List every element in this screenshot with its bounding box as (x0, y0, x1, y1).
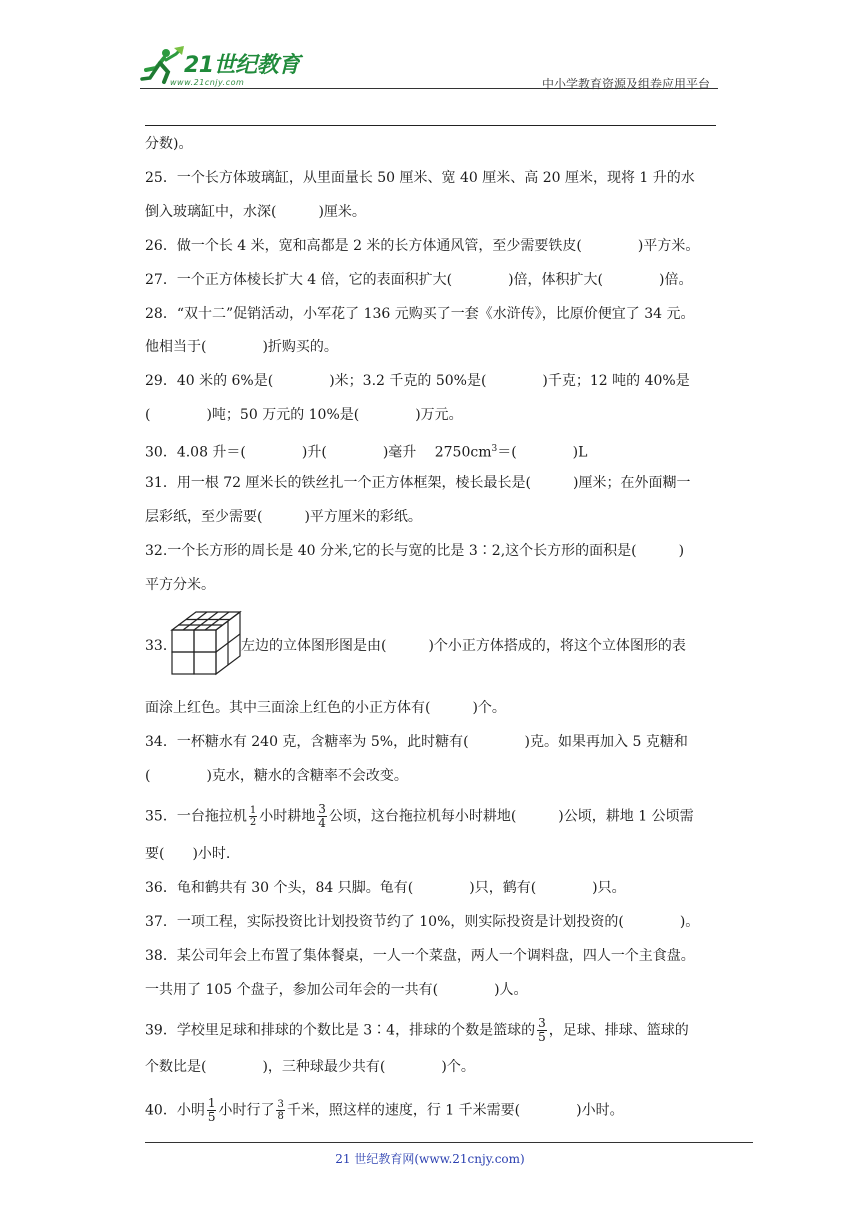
question-36: 36．龟和鹤共有 30 个头，84 只脚。龟有( )只，鹤有( )只。 (145, 880, 626, 896)
question-25-line-1: 25．一个长方体玻璃缸，从里面量长 50 厘米、宽 40 厘米、高 20 厘米，现将 1 升的水 (145, 170, 695, 186)
question-33-number: 33． (145, 638, 177, 654)
fraction-numerator: 1 (249, 805, 257, 816)
platform-label: 中小学教育资源及组卷应用平台 (541, 77, 710, 91)
fraction (249, 805, 257, 828)
fraction-numerator: 3 (318, 802, 326, 816)
question-29-line-1: 29．40 米的 6%是( )米；3.2 千克的 50%是( )千克；12 吨的 40%是 (145, 373, 690, 389)
question-38-line-1: 38．某公司年会上布置了集体餐桌，一人一个菜盘，两人一个调料盘，四人一个主食盘。 (145, 948, 695, 964)
question-37: 37．一项工程，实际投资比计划投资节约了 10%，则实际投资是计划投资的( )。 (145, 914, 700, 930)
question-30-text-end: ＝( )L (497, 444, 588, 461)
content-top-divider (145, 125, 716, 126)
question-28-line-2: 他相当于( )折购买的。 (145, 339, 338, 355)
page-header (140, 42, 718, 92)
fraction (276, 1099, 284, 1122)
page-footer[interactable]: 21 世纪教育网(www.21cnjy.com) (335, 1152, 525, 1166)
text-line: 分数)。 (145, 136, 193, 152)
question-35-text: 公顷，这台拖拉机每小时耕地( )公顷，耕地 1 公顷需 (328, 808, 694, 825)
question-35-text: 小时耕地 (259, 808, 316, 825)
header-divider (140, 88, 718, 89)
fraction-denominator: 2 (249, 817, 257, 828)
question-35-line-1 (145, 803, 694, 830)
superscript: 3 (491, 444, 498, 454)
logo-url: www.21cnjy.com (170, 78, 245, 87)
question-39-line-1 (145, 1017, 689, 1044)
question-32-line-1: 32.一个长方形的周长是 40 分米,它的长与宽的比是 3∶2,这个长方形的面积是( ) (145, 543, 685, 559)
fraction-denominator: 8 (277, 1111, 284, 1122)
question-34-line-1: 34．一杯糖水有 240 克，含糖率为 5%，此时糖有( )克。如果再加入 5 克糖和 (145, 734, 688, 750)
fraction-numerator: 3 (538, 1016, 546, 1030)
question-40 (145, 1097, 624, 1124)
question-35-text: 35．一台拖拉机 (145, 808, 247, 825)
question-26: 26．做一个长 4 米，宽和高都是 2 米的长方体通风管，至少需要铁皮( )平方米。 (145, 238, 700, 254)
question-39-line-2: 个数比是( )，三种球最少共有( )个。 (145, 1059, 475, 1075)
question-40-text: 小时行了 (218, 1102, 275, 1119)
question-31-line-1: 31．用一根 72 厘米长的铁丝扎一个正方体框架，棱长最长是( )厘米；在外面糊一 (145, 475, 691, 491)
question-35-line-2: 要( )小时. (145, 846, 231, 862)
fraction (207, 1097, 217, 1124)
question-39-text: ，足球、排球、篮球的 (548, 1022, 689, 1039)
fraction-denominator: 5 (538, 1030, 546, 1044)
question-34-line-2: ( )克水，糖水的含糖率不会改变。 (145, 768, 408, 784)
fraction-denominator: 4 (318, 816, 326, 830)
fraction-numerator: 3 (277, 1099, 284, 1110)
question-33-line-2: 面涂上红色。其中三面涂上红色的小正方体有( )个。 (145, 700, 506, 716)
question-27: 27．一个正方体棱长扩大 4 倍，它的表面积扩大( )倍，体积扩大( )倍。 (145, 272, 693, 288)
question-40-text: 40．小明 (145, 1102, 205, 1119)
fraction (537, 1017, 547, 1044)
question-40-text: 千米，照这样的速度，行 1 千米需要( )小时。 (286, 1102, 624, 1119)
question-30 (145, 439, 587, 463)
question-28-line-1: 28．“双十二”促销活动，小军花了 136 元购买了一套《水浒传》，比原价便宜了 34 元。 (145, 306, 695, 322)
footer-divider (145, 1142, 753, 1143)
question-29-line-2: ( )吨；50 万元的 10%是( )万元。 (145, 407, 463, 423)
question-31-line-2: 层彩纸，至少需要( )平方厘米的彩纸。 (145, 509, 422, 525)
question-32-line-2: 平方分米。 (145, 577, 215, 593)
fraction-denominator: 5 (207, 1110, 216, 1124)
logo-text: 21世纪教育 (184, 53, 300, 78)
question-38-line-2: 一共用了 105 个盘子，参加公司年会的一共有( )人。 (145, 982, 528, 998)
logo (140, 42, 340, 90)
question-33-line-1: 左边的立体图形图是由( )个小正方体搭成的，将这个立体图形的表 (241, 638, 686, 654)
question-25-line-2: 倒入玻璃缸中，水深( )厘米。 (145, 204, 366, 220)
question-30-text: 30．4.08 升＝( )升( )毫升 2750cm (145, 444, 492, 461)
fraction (317, 803, 327, 830)
question-39-text: 39．学校里足球和排球的个数比是 3∶4，排球的个数是篮球的 (145, 1022, 536, 1039)
fraction-numerator: 1 (207, 1096, 216, 1110)
